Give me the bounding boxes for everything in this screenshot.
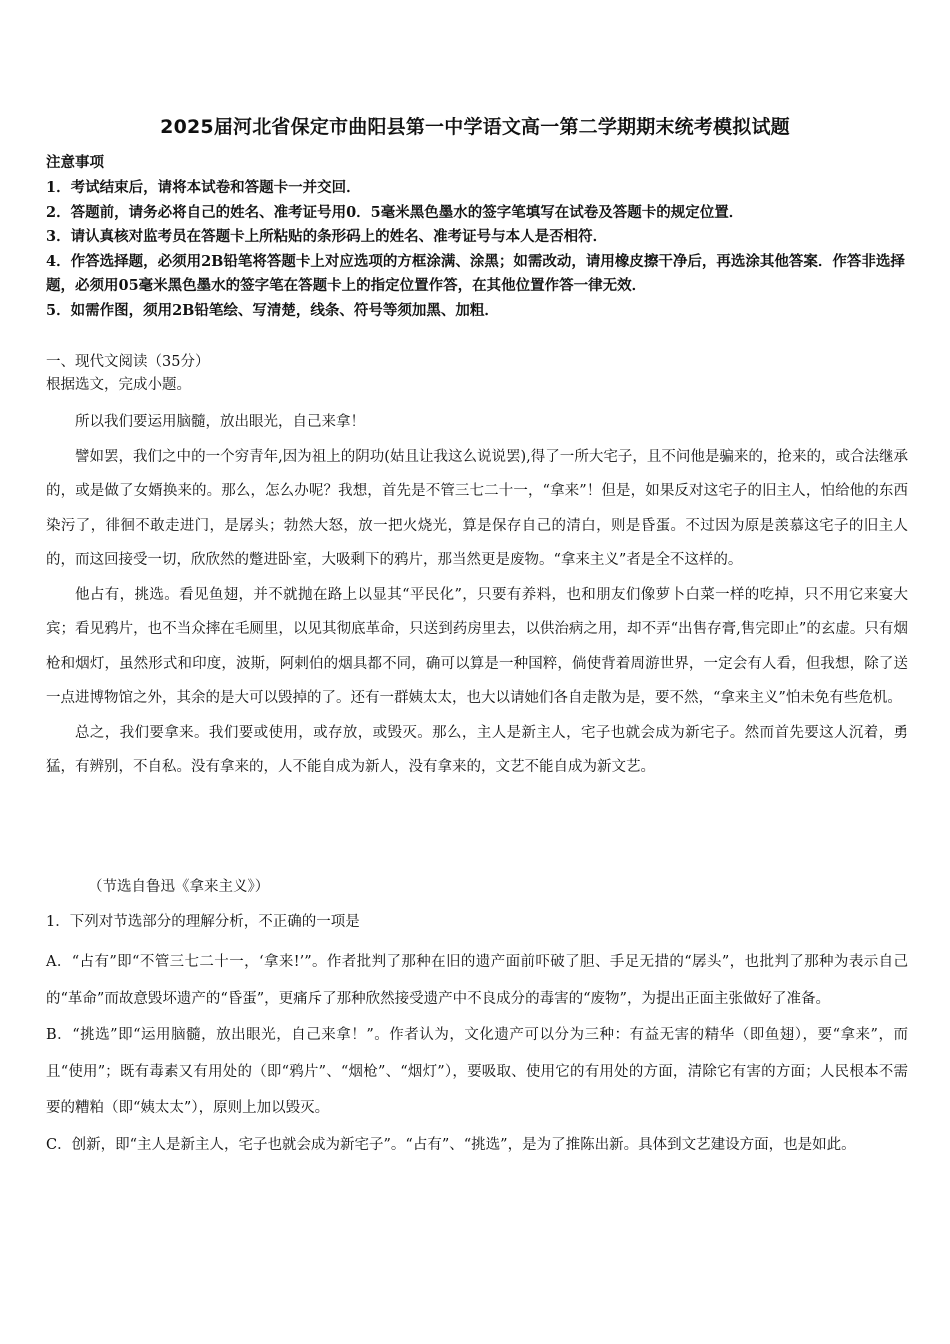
- section-heading: 一、现代文阅读（35分）: [46, 354, 210, 370]
- option-a: A．“占有”即“不管三七二十一，‘拿来!’”。作者批判了那种在旧的遗产面前吓破了胆、手足无措的“孱头”，也批判了那种为表示自己的“革命”而故意毁坏遗产的“昏蛋”，更痛斥了那种欣然接受遗产中不良成分的毒害的“废物”，为提出正面主张做好了准备。: [46, 954, 908, 1007]
- passage-paragraph: 所以我们要运用脑髓，放出眼光，自己来拿！: [75, 414, 365, 430]
- answer-options: [46, 944, 908, 1163]
- notice-list: [46, 176, 908, 323]
- passage-source: （节选自鲁迅《拿来主义》）: [88, 879, 270, 895]
- option-c: C．创新，即“主人是新主人，宅子也就会成为新宅子”。“占有”、“挑选”，是为了推陈出新。具体到文艺建设方面，也是如此。: [46, 1136, 856, 1153]
- notice-item: 3．请认真核对监考员在答题卡上所粘贴的条形码上的姓名、准考证号与本人是否相符．: [46, 228, 608, 245]
- passage-paragraph: 总之，我们要拿来。我们要或使用，或存放，或毁灭。那么，主人是新主人，宅子也就会成为新宅子。然而首先要这人沉着，勇猛，有辨别，不自私。没有拿来的，人不能自成为新人，没有拿来的，文艺不能自成为新文艺。: [46, 724, 908, 775]
- section-instruction: 根据选文，完成小题。: [46, 377, 191, 393]
- reading-passage: [46, 405, 908, 785]
- notice-item: 5．如需作图，须用2B铅笔绘、写清楚，线条、符号等须加黑、加粗．: [46, 301, 499, 319]
- option-b: B．“挑选”即“运用脑髓，放出眼光，自己来拿！”。作者认为，文化遗产可以分为三种：有益无害的精华（即鱼翅），要“拿来”，而且“使用”；既有毒素又有用处的（即“鸦片”、“烟枪”、“烟灯”），要吸取、使用它的有用处的方面，清除它有害的方面；人民根本不需要的糟粕（即“姨太太”），原则上加以毁灭。: [46, 1027, 908, 1116]
- question-stem: 1．下列对节选部分的理解分析，不正确的一项是: [46, 914, 360, 930]
- notice-item: 2．答题前，请务必将自己的姓名、准考证号用0．5毫米黑色墨水的签字笔填写在试卷及答题卡的规定位置．: [46, 203, 744, 221]
- notice-heading: 注意事项: [46, 154, 104, 171]
- page-title: 2025届河北省保定市曲阳县第一中学语文高一第二学期期末统考模拟试题: [160, 116, 790, 138]
- notice-item: 1．考试结束后，请将本试卷和答题卡一并交回．: [46, 179, 361, 196]
- passage-paragraph: 他占有，挑选。看见鱼翅，并不就抛在路上以显其“平民化”，只要有养料，也和朋友们像萝卜白菜一样的吃掉，只不用它来宴大宾；看见鸦片，也不当众摔在毛厕里，以见其彻底革命，只送到药房里去，以供治病之用，却不弄“出售存膏,售完即止”的玄虚。只有烟枪和烟灯，虽然形式和印度，波斯，阿剌伯的烟具都不同，确可以算是一种国粹，倘使背着周游世界，一定会有人看，但我想，除了送一点进博物馆之外，其余的是大可以毁掉的了。还有一群姨太太，也大以请她们各自走散为是，要不然，“拿来主义”怕未免有些危机。: [46, 586, 908, 706]
- passage-paragraph: 譬如罢，我们之中的一个穷青年,因为祖上的阴功(姑且让我这么说说罢),得了一所大宅子，且不问他是骗来的，抢来的，或合法继承的，或是做了女婿换来的。那么，怎么办呢？我想，首先是不管三七二十一，“拿来”！但是，如果反对这宅子的旧主人，怕给他的东西染污了，徘徊不敢走进门，是孱头；勃然大怒，放一把火烧光，算是保存自己的清白，则是昏蛋。不过因为原是羡慕这宅子的旧主人的，而这回接受一切，欣欣然的蹩进卧室，大吸剩下的鸦片，那当然更是废物。“拿来主义”者是全不这样的。: [46, 448, 908, 568]
- notice-item: 4．作答选择题，必须用2B铅笔将答题卡上对应选项的方框涂满、涂黑；如需改动，请用橡皮擦干净后，再选涂其他答案．作答非选择题，必须用05毫米黑色墨水的签字笔在答题卡上的指定位置作答，在其他位置作答一律无效．: [46, 252, 905, 294]
